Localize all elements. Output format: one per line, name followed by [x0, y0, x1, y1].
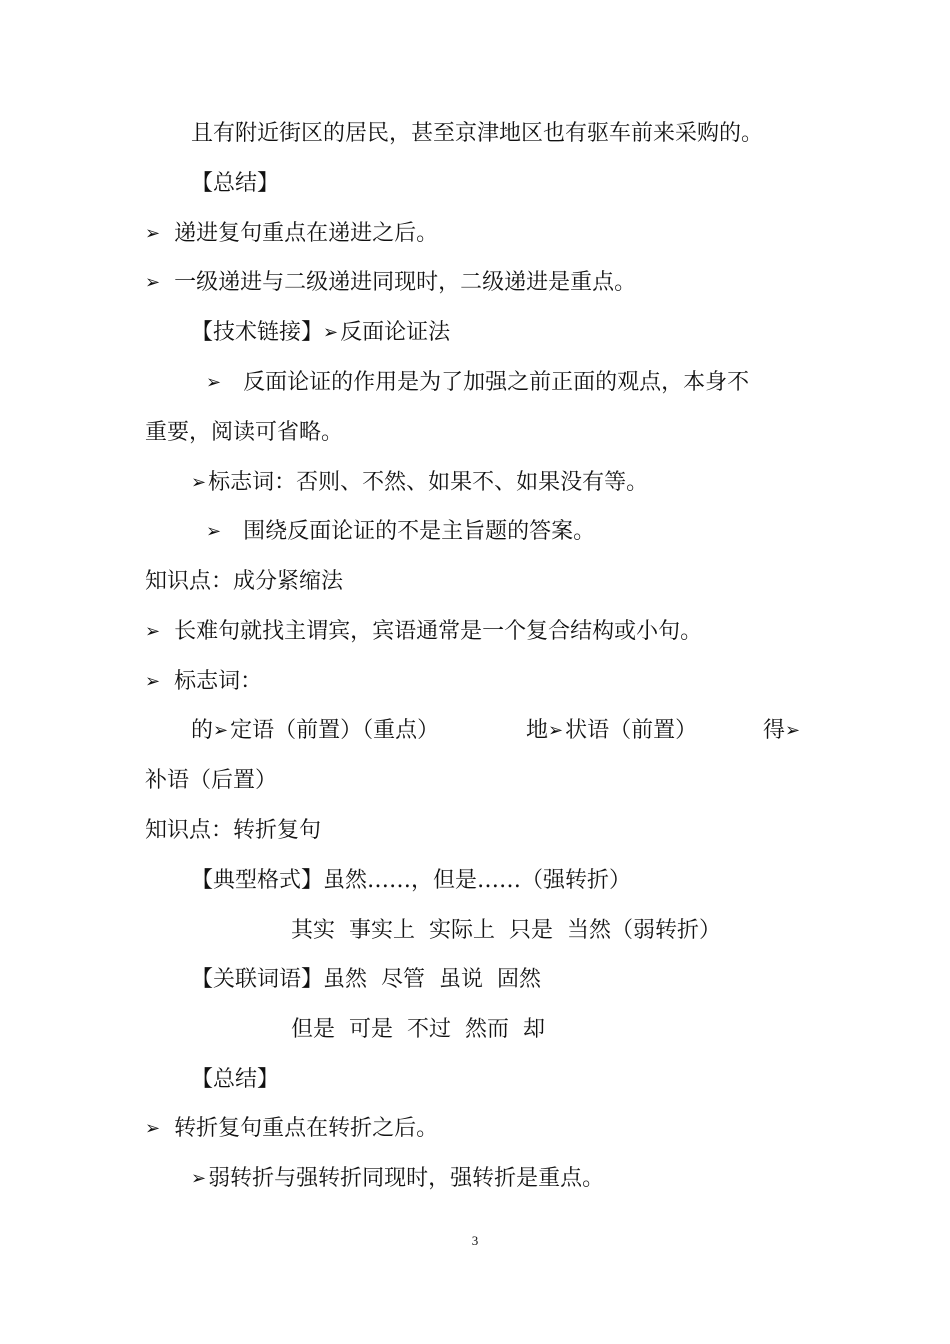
arrow-bullet-icon: ➢ — [191, 472, 207, 493]
paragraph-continuation — [191, 119, 763, 149]
arrow-bullet-icon: ➢ — [213, 720, 229, 741]
connective-words-continuation — [291, 1015, 545, 1045]
text: 且有附近街区的居民，甚至京津地区也有驱车前来采购的。 — [191, 121, 764, 146]
marker-word-de — [191, 716, 439, 746]
text: 【总结】 — [191, 1067, 280, 1092]
section-heading-tech-link — [191, 318, 450, 348]
paragraph-continuation — [145, 418, 343, 448]
text: 补语（后置） — [145, 768, 278, 793]
paragraph-continuation — [145, 766, 277, 796]
bullet-item — [191, 1164, 604, 1194]
bullet-item — [145, 667, 262, 697]
text: 标志词： — [174, 669, 263, 694]
marker-word-di — [526, 716, 697, 746]
text: 知识点：成分紧缩法 — [145, 569, 344, 594]
text: 【技术链接】 — [191, 320, 324, 345]
text: 【关联词语】虽然 尽管 虽说 固然 — [191, 967, 541, 992]
connective-words-line — [191, 965, 541, 995]
bullet-item — [145, 617, 702, 647]
bullet-item — [206, 517, 595, 547]
text: 【典型格式】虽然……，但是……（强转折） — [191, 868, 632, 893]
arrow-bullet-icon: ➢ — [785, 720, 801, 741]
text: 长难句就找主谓宾，宾语通常是一个复合结构或小句。 — [174, 619, 703, 644]
section-heading-summary — [191, 1065, 279, 1095]
arrow-bullet-icon: ➢ — [548, 720, 564, 741]
text: 反面论证法 — [340, 320, 451, 345]
text: 一级递进与二级递进同现时，二级递进是重点。 — [174, 270, 637, 295]
text: 的 — [191, 718, 214, 743]
text: 地 — [526, 718, 549, 743]
text: 标志词：否则、不然、如果不、如果没有等。 — [208, 470, 649, 495]
text: 定语（前置）（重点） — [230, 718, 440, 743]
page-number: 3 — [471, 1233, 479, 1248]
section-heading-summary — [191, 169, 279, 199]
marker-word-de2 — [763, 716, 800, 746]
typical-format-continuation — [291, 916, 721, 946]
bullet-item — [191, 468, 648, 498]
arrow-bullet-icon: ➢ — [145, 1118, 161, 1139]
typical-format-line — [191, 866, 631, 896]
knowledge-point-heading — [145, 567, 343, 597]
text: 【总结】 — [191, 171, 280, 196]
arrow-bullet-icon: ➢ — [145, 671, 161, 692]
text: 转折复句重点在转折之后。 — [174, 1116, 439, 1141]
text: 围绕反面论证的不是主旨题的答案。 — [243, 519, 596, 544]
arrow-bullet-icon: ➢ — [145, 272, 161, 293]
text: 递进复句重点在递进之后。 — [174, 221, 439, 246]
text: 重要，阅读可省略。 — [145, 420, 344, 445]
arrow-bullet-icon: ➢ — [191, 1168, 207, 1189]
text: 但是 可是 不过 然而 却 — [291, 1017, 545, 1042]
arrow-bullet-icon: ➢ — [323, 322, 339, 343]
text: 其实 事实上 实际上 只是 当然（弱转折） — [291, 918, 721, 943]
text: 知识点：转折复句 — [145, 818, 322, 843]
arrow-bullet-icon: ➢ — [206, 372, 222, 393]
text: 弱转折与强转折同现时，强转折是重点。 — [208, 1166, 605, 1191]
text: 状语（前置） — [565, 718, 698, 743]
bullet-item — [145, 219, 438, 249]
arrow-bullet-icon: ➢ — [145, 223, 161, 244]
arrow-bullet-icon: ➢ — [145, 621, 161, 642]
bullet-item — [206, 368, 749, 398]
knowledge-point-heading — [145, 816, 321, 846]
bullet-item — [145, 1114, 438, 1144]
text: 得 — [763, 718, 786, 743]
arrow-bullet-icon: ➢ — [206, 521, 222, 542]
bullet-item — [145, 268, 636, 298]
text: 反面论证的作用是为了加强之前正面的观点，本身不 — [243, 370, 750, 395]
